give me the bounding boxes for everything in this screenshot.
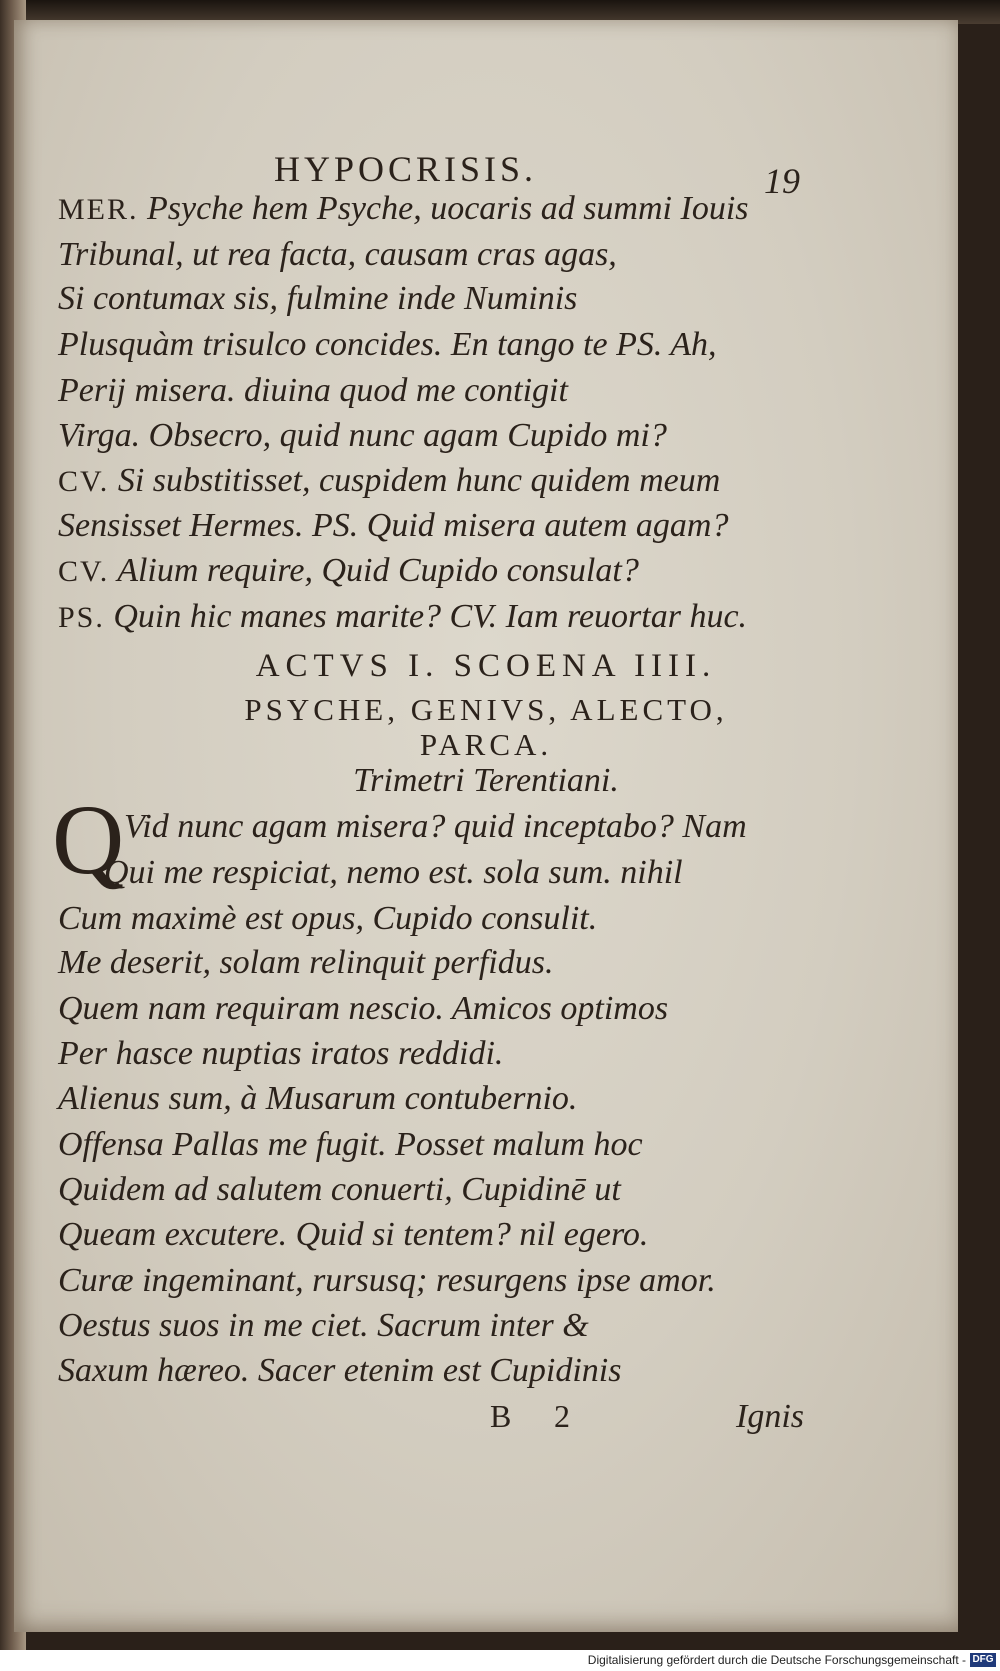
- speaker-label: CV.: [58, 555, 110, 588]
- monologue-line: Queam excutere. Quid si tentem? nil egero.: [58, 1216, 649, 1253]
- monologue-line: Qui me respiciat, nemo est. sola sum. nihil: [104, 854, 683, 891]
- dramatis-personae-cont: PARCA.: [419, 727, 553, 762]
- monologue-line: Oestus suos in me ciet. Sacrum inter &: [58, 1307, 589, 1344]
- dialogue-line: [58, 324, 717, 366]
- monologue-line: Curæ ingeminant, rursusq; resurgens ipse amor.: [58, 1262, 716, 1299]
- dialogue-line: [58, 596, 747, 639]
- monologue-line: Me deserit, solam relinquit perfidus.: [58, 944, 554, 981]
- line-text: Si substitisset, cuspidem hunc quidem meum: [117, 462, 721, 499]
- monologue-line: Cum maximè est opus, Cupido consulit.: [58, 900, 598, 937]
- digitization-footer: [0, 1650, 1000, 1671]
- monologue-line: Per hasce nuptias iratos reddidi.: [58, 1035, 504, 1072]
- act-scene-heading: ACTVS I. SCOENA IIII.: [255, 648, 717, 684]
- signature-number: 2: [554, 1398, 570, 1434]
- line-text: Alium require, Quid Cupido consulat?: [117, 552, 639, 589]
- line-text: Virga. Obsecro, quid nunc agam Cupido mi?: [58, 417, 667, 454]
- speaker-label: PS.: [58, 601, 105, 634]
- line-text: Perij misera. diuina quod me contigit: [58, 372, 568, 409]
- signature-letter: B: [490, 1398, 512, 1434]
- line-text: Quin hic manes marite? CV. Iam reuortar huc.: [113, 598, 748, 635]
- book-page: [14, 20, 958, 1632]
- page-header: [14, 130, 958, 201]
- monologue-line: Quidem ad salutem conuerti, Cupidinē ut: [58, 1171, 621, 1208]
- monologue-line: Saxum hæreo. Sacer etenim est Cupidinis: [58, 1352, 622, 1389]
- dialogue-line: [58, 370, 568, 412]
- monologue-line: Quem nam requiram nescio. Amicos optimos: [58, 990, 669, 1027]
- dialogue-line: [58, 234, 617, 276]
- running-head: HYPOCRISIS.: [274, 149, 538, 189]
- dialogue-line: [58, 505, 729, 547]
- dialogue-line: [58, 188, 749, 231]
- drop-cap: Q: [52, 784, 125, 895]
- monologue-line: Vid nunc agam misera? quid inceptabo? Nam: [124, 808, 747, 845]
- dialogue-line: [58, 460, 720, 503]
- line-text: Psyche hem Psyche, uocaris ad summi Iouis: [147, 190, 749, 227]
- line-text: Si contumax sis, fulmine inde Numinis: [58, 280, 578, 317]
- dialogue-line: [58, 550, 639, 593]
- catchword: Ignis: [736, 1398, 804, 1435]
- page-number: 19: [764, 161, 800, 201]
- line-text: Tribunal, ut rea facta, causam cras agas,: [58, 236, 617, 273]
- line-text: Plusquàm trisulco concides. En tango te PS. Ah,: [58, 326, 717, 363]
- digitization-credit: Digitalisierung gefördert durch die Deutsche Forschungsgemeinschaft -: [587, 1653, 966, 1667]
- meter-heading: Trimetri Terentiani.: [353, 762, 619, 799]
- speaker-label: MER.: [58, 193, 139, 226]
- monologue-line: Offensa Pallas me fugit. Posset malum hoc: [58, 1126, 643, 1163]
- dialogue-line: [58, 415, 667, 457]
- dramatis-personae: PSYCHE, GENIVS, ALECTO,: [244, 692, 728, 727]
- monologue-line: Alienus sum, à Musarum contubernio.: [58, 1080, 578, 1117]
- speaker-label: CV.: [58, 465, 110, 498]
- dialogue-line: [58, 278, 577, 320]
- line-text: Sensisset Hermes. PS. Quid misera autem agam?: [58, 507, 729, 544]
- dfg-logo: DFG: [970, 1653, 996, 1667]
